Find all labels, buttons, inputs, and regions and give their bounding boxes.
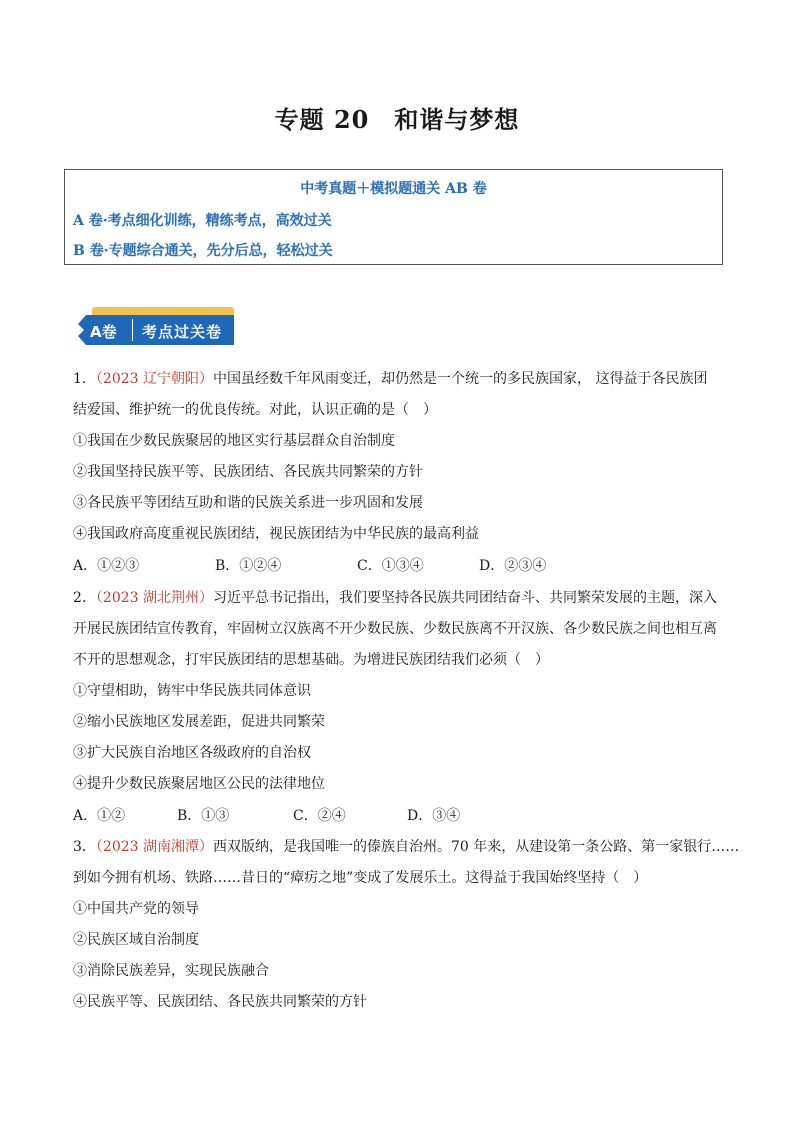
question-3-item-2: ②民族区域自治制度 [73,932,199,948]
question-2-option-d[interactable]: D．③④ [407,808,461,824]
section-tag-a: A卷 [90,323,117,341]
question-3-item-1: ①中国共产党的领导 [73,901,199,917]
question-1-source: （2023 辽宁朝阳） [95,371,214,387]
intro-box [64,169,723,265]
question-3-item-3: ③消除民族差异，实现民族融合 [73,963,269,979]
question-2-item-3: ③扩大民族自治地区各级政府的自治权 [73,745,311,761]
question-3-item-4: ④民族平等、民族团结、各民族共同繁荣的方针 [73,994,367,1010]
question-2-stem-line-3: 不开的思想观念，打牢民族团结的思想基础。为增进民族团结我们必须（ ） [73,652,549,668]
section-tag-label: 考点过关卷 [142,323,223,341]
question-2-item-1: ①守望相助，铸牢中华民族共同体意识 [73,683,311,699]
question-2-stem: 习近平总书记指出，我们要坚持各民族共同团结奋斗、共同繁荣发展的主题，深入 [213,590,718,606]
question-3-number: 3． [73,839,96,855]
question-2-source: （2023 湖北荆州） [95,590,214,606]
question-1-option-a[interactable]: A．①②③ [73,558,140,574]
question-1-number: 1． [73,371,96,387]
question-3-stem-line-2: 到如今拥有机场、铁路……昔日的“瘴疠之地”变成了发展乐土。这得益于我国始终坚持（ ） [73,870,648,886]
intro-heading: 中考真题＋模拟题通关 AB 卷 [300,181,487,197]
question-1-stem: 中国虽经数千年风雨变迁，却仍然是一个统一的多民族国家， 这得益于各民族团 [213,371,708,387]
question-2-option-c[interactable]: C．②④ [293,808,346,824]
section-tag [78,313,236,345]
question-2-stem-line-2: 开展民族团结宣传教育，牢固树立汉族离不开少数民族、少数民族离不开汉族、各少数民族之间也相互离 [73,621,717,637]
question-1-options [73,555,546,575]
question-1-stem-line-1 [73,368,707,388]
question-2-stem-line-1 [73,587,717,607]
intro-line-a: A 卷·考点细化训练，精练考点，高效过关 [73,213,332,229]
question-1-item-4: ④我国政府高度重视民族团结，视民族团结为中华民族的最高利益 [73,526,479,542]
question-2-options [73,805,460,825]
question-3-stem-line-1 [73,836,739,856]
page-title: 专题 20 和谐与梦想 [274,105,520,134]
question-2-item-2: ②缩小民族地区发展差距，促进共同繁荣 [73,714,325,730]
question-2-number: 2． [73,590,96,606]
question-3-stem: 西双版纳，是我国唯一的傣族自治州。70 年来，从建设第一条公路、第一家银行…… [213,839,740,855]
question-2-option-a[interactable]: A．①② [73,808,126,824]
question-1-stem-line-2: 结爱国、维护统一的优良传统。对此，认识正确的是（ ） [73,402,437,418]
question-1-option-c[interactable]: C．①③④ [357,558,424,574]
question-1-item-2: ②我国坚持民族平等、民族团结、各民族共同繁荣的方针 [73,464,423,480]
question-1-option-d[interactable]: D．②③④ [479,558,547,574]
intro-line-b: B 卷·专题综合通关，先分后总，轻松过关 [73,243,333,259]
question-1-item-3: ③各民族平等团结互助和谐的民族关系进一步巩固和发展 [73,495,423,511]
question-2-option-b[interactable]: B．①③ [177,808,230,824]
question-3-source: （2023 湖南湘潭） [95,839,214,855]
section-tag-divider [132,319,133,341]
question-2-item-4: ④提升少数民族聚居地区公民的法律地位 [73,776,325,792]
question-1-item-1: ①我国在少数民族聚居的地区实行基层群众自治制度 [73,433,395,449]
question-1-option-b[interactable]: B．①②④ [215,558,282,574]
